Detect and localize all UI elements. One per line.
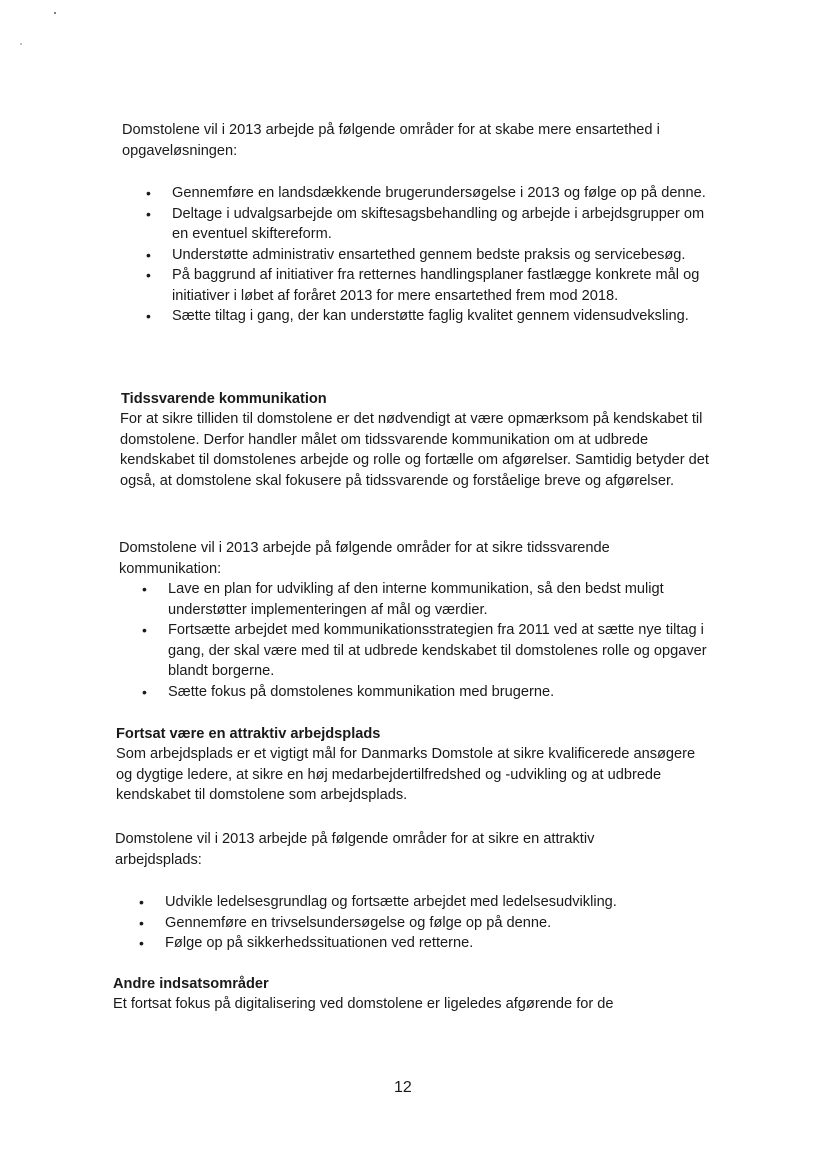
section-body-workplace	[116, 744, 711, 806]
section-body-communication	[120, 409, 710, 491]
intro-paragraph-3	[115, 829, 645, 870]
page-number: 12	[394, 1079, 412, 1096]
body-text: Som arbejdsplads er et vigtigt mål for Danmarks Domstole at sikre kvalificerede ansøgere og dygtige ledere, at sikre en høj medarbejdertilfredshed og -udvikling og at udbrede kendskabet til domstolene som arbejdsplads.	[116, 746, 696, 803]
list-item: • Følge op på sikkerhedssituationen ved retterne.	[139, 933, 709, 954]
intro-paragraph-1	[122, 120, 702, 161]
list-item: • Understøtte administrativ ensartethed gennem bedste praksis og servicebesøg.	[146, 245, 712, 266]
body-text: For at sikre tilliden til domstolene er det nødvendigt at være opmærksom på kendskabet til domstolene. Derfor handler målet om tidssvarende kommunikation om at udbrede kendskabet til domstolenes arbejde og rolle og fortælle om afgørelser. Samtidig betyder det også, at domstolene skal fokusere på tidssvarende og forståelige breve og afgørelser.	[120, 411, 709, 489]
list-item: • Udvikle ledelsesgrundlag og fortsætte arbejdet med ledelsesudvikling.	[139, 892, 709, 913]
scan-specks	[0, 0, 60, 60]
list-item: • Gennemføre en landsdækkende brugerundersøgelse i 2013 og følge op på denne.	[146, 183, 712, 204]
intro-text-2: Domstolene vil i 2013 arbejde på følgende områder for at sikre tidssvarende kommunikation:	[119, 540, 610, 577]
bullet-list-1	[146, 183, 712, 327]
bullet-list-3	[139, 892, 709, 954]
list-item: • Fortsætte arbejdet med kommunikationsstrategien fra 2011 ved at sætte nye tiltag i gang, der skal være med til at udbrede kendskabet til domstolenes rolle og opgaver blandt borgerne.	[142, 620, 710, 682]
intro-text-3: Domstolene vil i 2013 arbejde på følgende områder for at sikre en attraktiv arbejdsplads:	[115, 831, 595, 868]
body-text: Et fortsat fokus på digitalisering ved domstolene er ligeledes afgørende for de	[113, 996, 614, 1012]
section-heading-communication: Tidssvarende kommunikation	[121, 391, 327, 407]
section-body-other	[113, 994, 713, 1015]
intro-paragraph-2	[119, 538, 679, 579]
list-item: • Deltage i udvalgsarbejde om skiftesagsbehandling og arbejde i arbejdsgrupper om en eventuel skiftereform.	[146, 204, 712, 245]
section-heading-other: Andre indsatsområder	[113, 976, 269, 992]
list-item: • Lave en plan for udvikling af den interne kommunikation, så den bedst muligt understøtter implementeringen af mål og værdier.	[142, 579, 710, 620]
list-item: • På baggrund af initiativer fra retternes handlingsplaner fastlægge konkrete mål og initiativer i løbet af foråret 2013 for mere ensartethed frem mod 2018.	[146, 265, 712, 306]
list-item: • Sætte fokus på domstolenes kommunikation med brugerne.	[142, 682, 710, 703]
bullet-list-2	[142, 579, 710, 702]
section-heading-workplace: Fortsat være en attraktiv arbejdsplads	[116, 726, 381, 742]
list-item: • Gennemføre en trivselsundersøgelse og følge op på denne.	[139, 913, 709, 934]
list-item: • Sætte tiltag i gang, der kan understøtte faglig kvalitet gennem vidensudveksling.	[146, 306, 712, 327]
intro-text-1: Domstolene vil i 2013 arbejde på følgende områder for at skabe mere ensartethed i opgaveløsningen:	[122, 122, 660, 159]
